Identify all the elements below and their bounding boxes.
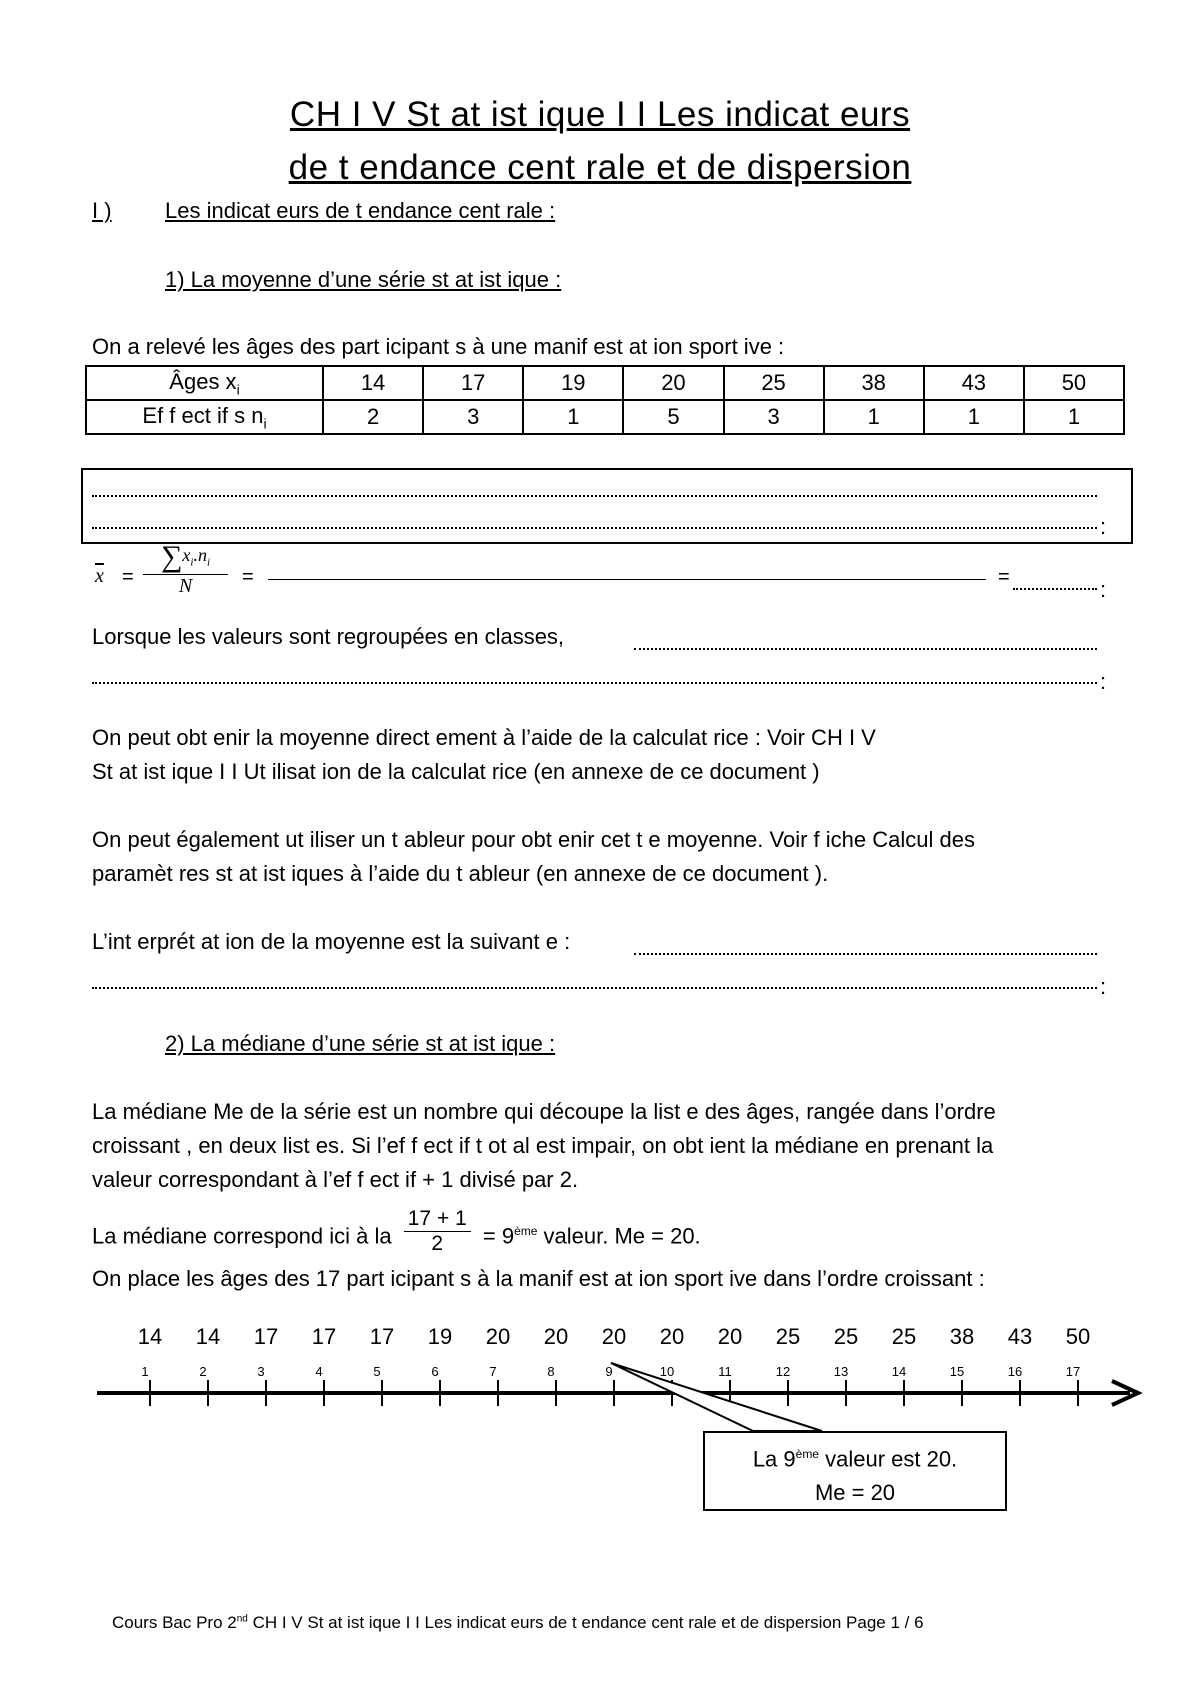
answer-line[interactable] [92, 987, 1097, 989]
age-label: 19 [427, 1324, 453, 1349]
title-line-1: CH I V St at ist ique I I Les indicat eurs [289, 95, 911, 134]
median-position-fraction: $\frac{17 + 1}{2}$ [404, 1207, 471, 1256]
spreadsheet-text-line-1: On peut également ut iliser un t ableur pour obt enir cet t e moyenne. Voir f iche Calcul des [92, 827, 975, 852]
age-label: 20 [659, 1324, 685, 1349]
age-label: 25 [833, 1324, 859, 1349]
age-label: 25 [891, 1324, 917, 1349]
age-cell: 43 [924, 366, 1024, 400]
median-callout: La 9ème valeur est 20. Me = 20 [703, 1431, 1007, 1511]
title-line-2: de t endance cent rale et de dispersion [288, 148, 912, 187]
rank-label: 11 [718, 1364, 732, 1379]
mean-symbol: $\overline{x}$ [95, 565, 104, 587]
spreadsheet-text-line-2: paramèt res st at ist iques à l’aide du t ableur (en annexe de ce document ). [92, 861, 829, 886]
age-label: 20 [543, 1324, 569, 1349]
age-label: 50 [1065, 1324, 1091, 1349]
calculator-text-line-1: On peut obt enir la moyenne direct ement à l’aide de la calculat rice : Voir CH I V [92, 725, 876, 750]
rank-label: 3 [257, 1364, 265, 1379]
equals-sign: = [122, 566, 134, 588]
rank-label: 15 [949, 1364, 965, 1379]
age-label: 14 [195, 1324, 221, 1349]
definition-answer-box[interactable] [81, 468, 1133, 544]
effectif-cell: 3 [724, 400, 824, 434]
effectif-cell: 3 [423, 400, 523, 434]
colon: : [1100, 577, 1107, 602]
interpretation-text: L’int erprét at ion de la moyenne est la suivant e : [92, 929, 571, 954]
rank-label: 2 [199, 1364, 207, 1379]
intro-text: On a relevé les âges des part icipant s à une manif est at ion sport ive : [92, 334, 785, 359]
age-label: 17 [311, 1324, 337, 1349]
rank-label: 12 [775, 1364, 791, 1379]
age-cell: 50 [1024, 366, 1124, 400]
colon: : [1100, 514, 1107, 539]
age-label: 20 [485, 1324, 511, 1349]
colon: : [1100, 669, 1107, 694]
ordering-text: On place les âges des 17 part icipant s à la manif est at ion sport ive dans l’ordre croissant : [92, 1266, 985, 1291]
formula-answer-line[interactable] [268, 579, 986, 580]
frequency-table [85, 365, 1125, 435]
row-header-effectifs: Ef f ect if s $n_i$ [86, 400, 323, 434]
age-cell: 14 [323, 366, 423, 400]
age-label: 38 [949, 1324, 975, 1349]
answer-line[interactable] [92, 527, 1097, 529]
table-row-effectifs [86, 400, 1124, 434]
grouped-classes-text: Lorsque les valeurs sont regroupées en classes, [92, 624, 565, 649]
effectif-cell: 1 [824, 400, 924, 434]
age-cell: 25 [724, 366, 824, 400]
rank-label: 4 [315, 1364, 323, 1379]
answer-line[interactable] [92, 495, 1097, 497]
rank-label: 8 [547, 1364, 555, 1379]
median-paragraph-line-1: La médiane Me de la série est un nombre qui découpe la list e des âges, rangée dans l’ordre [92, 1099, 996, 1124]
effectif-cell: 5 [623, 400, 723, 434]
rank-label: 13 [833, 1364, 849, 1379]
subsection-mean-heading: 1) La moyenne d’une série st at ist ique : [165, 267, 562, 292]
answer-line[interactable] [634, 953, 1097, 955]
section-number: I ) [92, 198, 112, 223]
subsection-median-heading: 2) La médiane d’une série st at ist ique : [165, 1031, 556, 1056]
age-label: 17 [369, 1324, 395, 1349]
age-cell: 17 [423, 366, 523, 400]
effectif-cell: 1 [523, 400, 623, 434]
rank-label: 1 [141, 1364, 149, 1379]
sorted-ages-number-line [0, 1320, 1200, 1440]
age-label: 17 [253, 1324, 279, 1349]
median-paragraph-line-2: croissant , en deux list es. Si l’ef f ect if t ot al est impair, on obt ient la médiane en prenant la [92, 1133, 994, 1158]
equals-sign: = [998, 566, 1010, 588]
rank-label: 6 [431, 1364, 439, 1379]
rank-label: 16 [1007, 1364, 1023, 1379]
mean-value-blank[interactable] [1013, 588, 1097, 590]
rank-label: 7 [489, 1364, 497, 1379]
rank-label: 5 [373, 1364, 381, 1379]
table-row-ages [86, 366, 1124, 400]
median-paragraph-line-3: valeur correspondant à l’ef f ect if + 1 divisé par 2. [92, 1167, 579, 1192]
equals-sign: = [242, 566, 254, 588]
mean-fraction: $\sum x_i.n_i$ N [143, 540, 228, 598]
median-position-text: La médiane correspond ici à la $\frac{17 + 1}{2}$ = 9ème valeur. Me = 20. [92, 1207, 701, 1255]
age-label: 25 [775, 1324, 801, 1349]
callout-pointer [611, 1363, 822, 1431]
effectif-cell: 1 [924, 400, 1024, 434]
age-label: 20 [601, 1324, 627, 1349]
age-label: 14 [137, 1324, 163, 1349]
answer-line[interactable] [634, 648, 1097, 650]
answer-line[interactable] [92, 682, 1097, 684]
section-heading: Les indicat eurs de t endance cent rale : [165, 198, 556, 223]
age-label: 43 [1007, 1324, 1033, 1349]
age-cell: 19 [523, 366, 623, 400]
rank-label: 17 [1065, 1364, 1081, 1379]
sum-symbol: ∑ [160, 540, 183, 573]
page-footer: Cours Bac Pro 2nd CH I V St at ist ique I I Les indicat eurs de t endance cent rale et de dispersion Page 1 / 6 [112, 1613, 924, 1632]
colon: : [1100, 974, 1107, 999]
effectif-cell: 2 [323, 400, 423, 434]
effectif-cell: 1 [1024, 400, 1124, 434]
number-line-graphic [0, 1320, 1200, 1440]
age-cell: 20 [623, 366, 723, 400]
age-cell: 38 [824, 366, 924, 400]
rank-label: 9 [605, 1364, 613, 1379]
rank-label: 14 [891, 1364, 907, 1379]
calculator-text-line-2: St at ist ique I I Ut ilisat ion de la calculat rice (en annexe de ce document ) [92, 759, 820, 784]
rank-label: 10 [659, 1364, 675, 1379]
age-label: 20 [717, 1324, 743, 1349]
row-header-ages: Âges $x_i$ [86, 366, 323, 400]
